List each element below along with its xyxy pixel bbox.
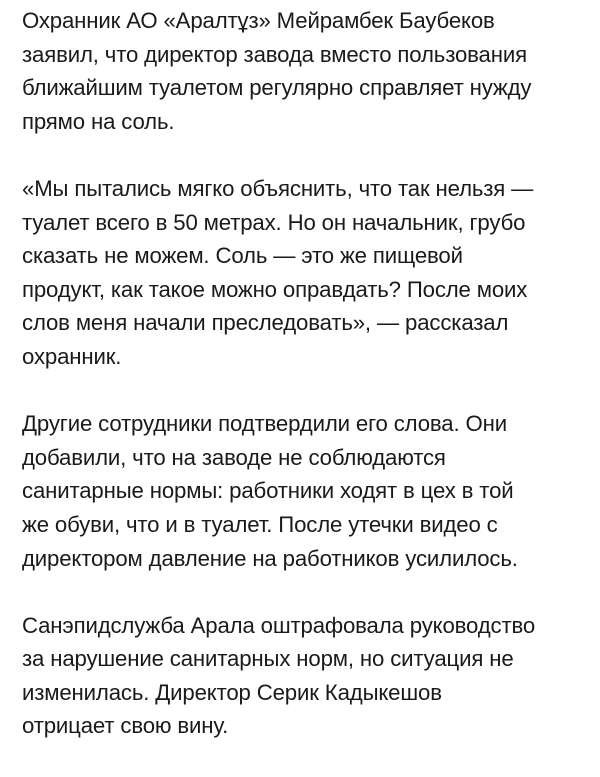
paragraph-sanitary-service (22, 609, 594, 743)
paragraph-quote (22, 172, 594, 374)
text-line: за нарушение санитарных норм, но ситуация не (22, 646, 514, 672)
text-line: заявил, что директор завода вместо пользования (22, 41, 527, 67)
text-line: же обуви, что и в туалет. После утечки видео с (22, 511, 498, 537)
text-line: санитарные нормы: работники ходят в цех в той (22, 478, 514, 504)
text-line: сказать не можем. Соль — это же пищевой (22, 243, 463, 269)
text-line: отрицает свою вину. (22, 713, 229, 739)
text-line: Санэпидслужба Арала оштрафовала руководство (22, 612, 536, 638)
article-body (22, 4, 594, 777)
text-line: туалет всего в 50 метрах. Но он начальник, грубо (22, 209, 526, 235)
text-line: добавили, что на заводе не соблюдаются (22, 444, 446, 470)
text-line: слов меня начали преследовать», — рассказал (22, 310, 509, 336)
text-line: ближайшим туалетом регулярно справляет нужду (22, 75, 532, 101)
text-line: «Мы пытались мягко объяснить, что так нельзя — (22, 175, 534, 201)
text-line: охранник. (22, 343, 122, 369)
text-line: директором давление на работников усилилось. (22, 545, 518, 571)
text-line: изменилась. Директор Серик Кадыкешов (22, 679, 442, 705)
paragraph-coworkers (22, 407, 594, 575)
text-line: прямо на соль. (22, 108, 175, 134)
text-line: продукт, как такое можно оправдать? После моих (22, 276, 528, 302)
text-line: Другие сотрудники подтвердили его слова. Они (22, 411, 507, 437)
paragraph-guard-statement (22, 4, 594, 138)
text-line: Охранник АО «Аралтұз» Мейрамбек Баубеков (22, 8, 495, 33)
